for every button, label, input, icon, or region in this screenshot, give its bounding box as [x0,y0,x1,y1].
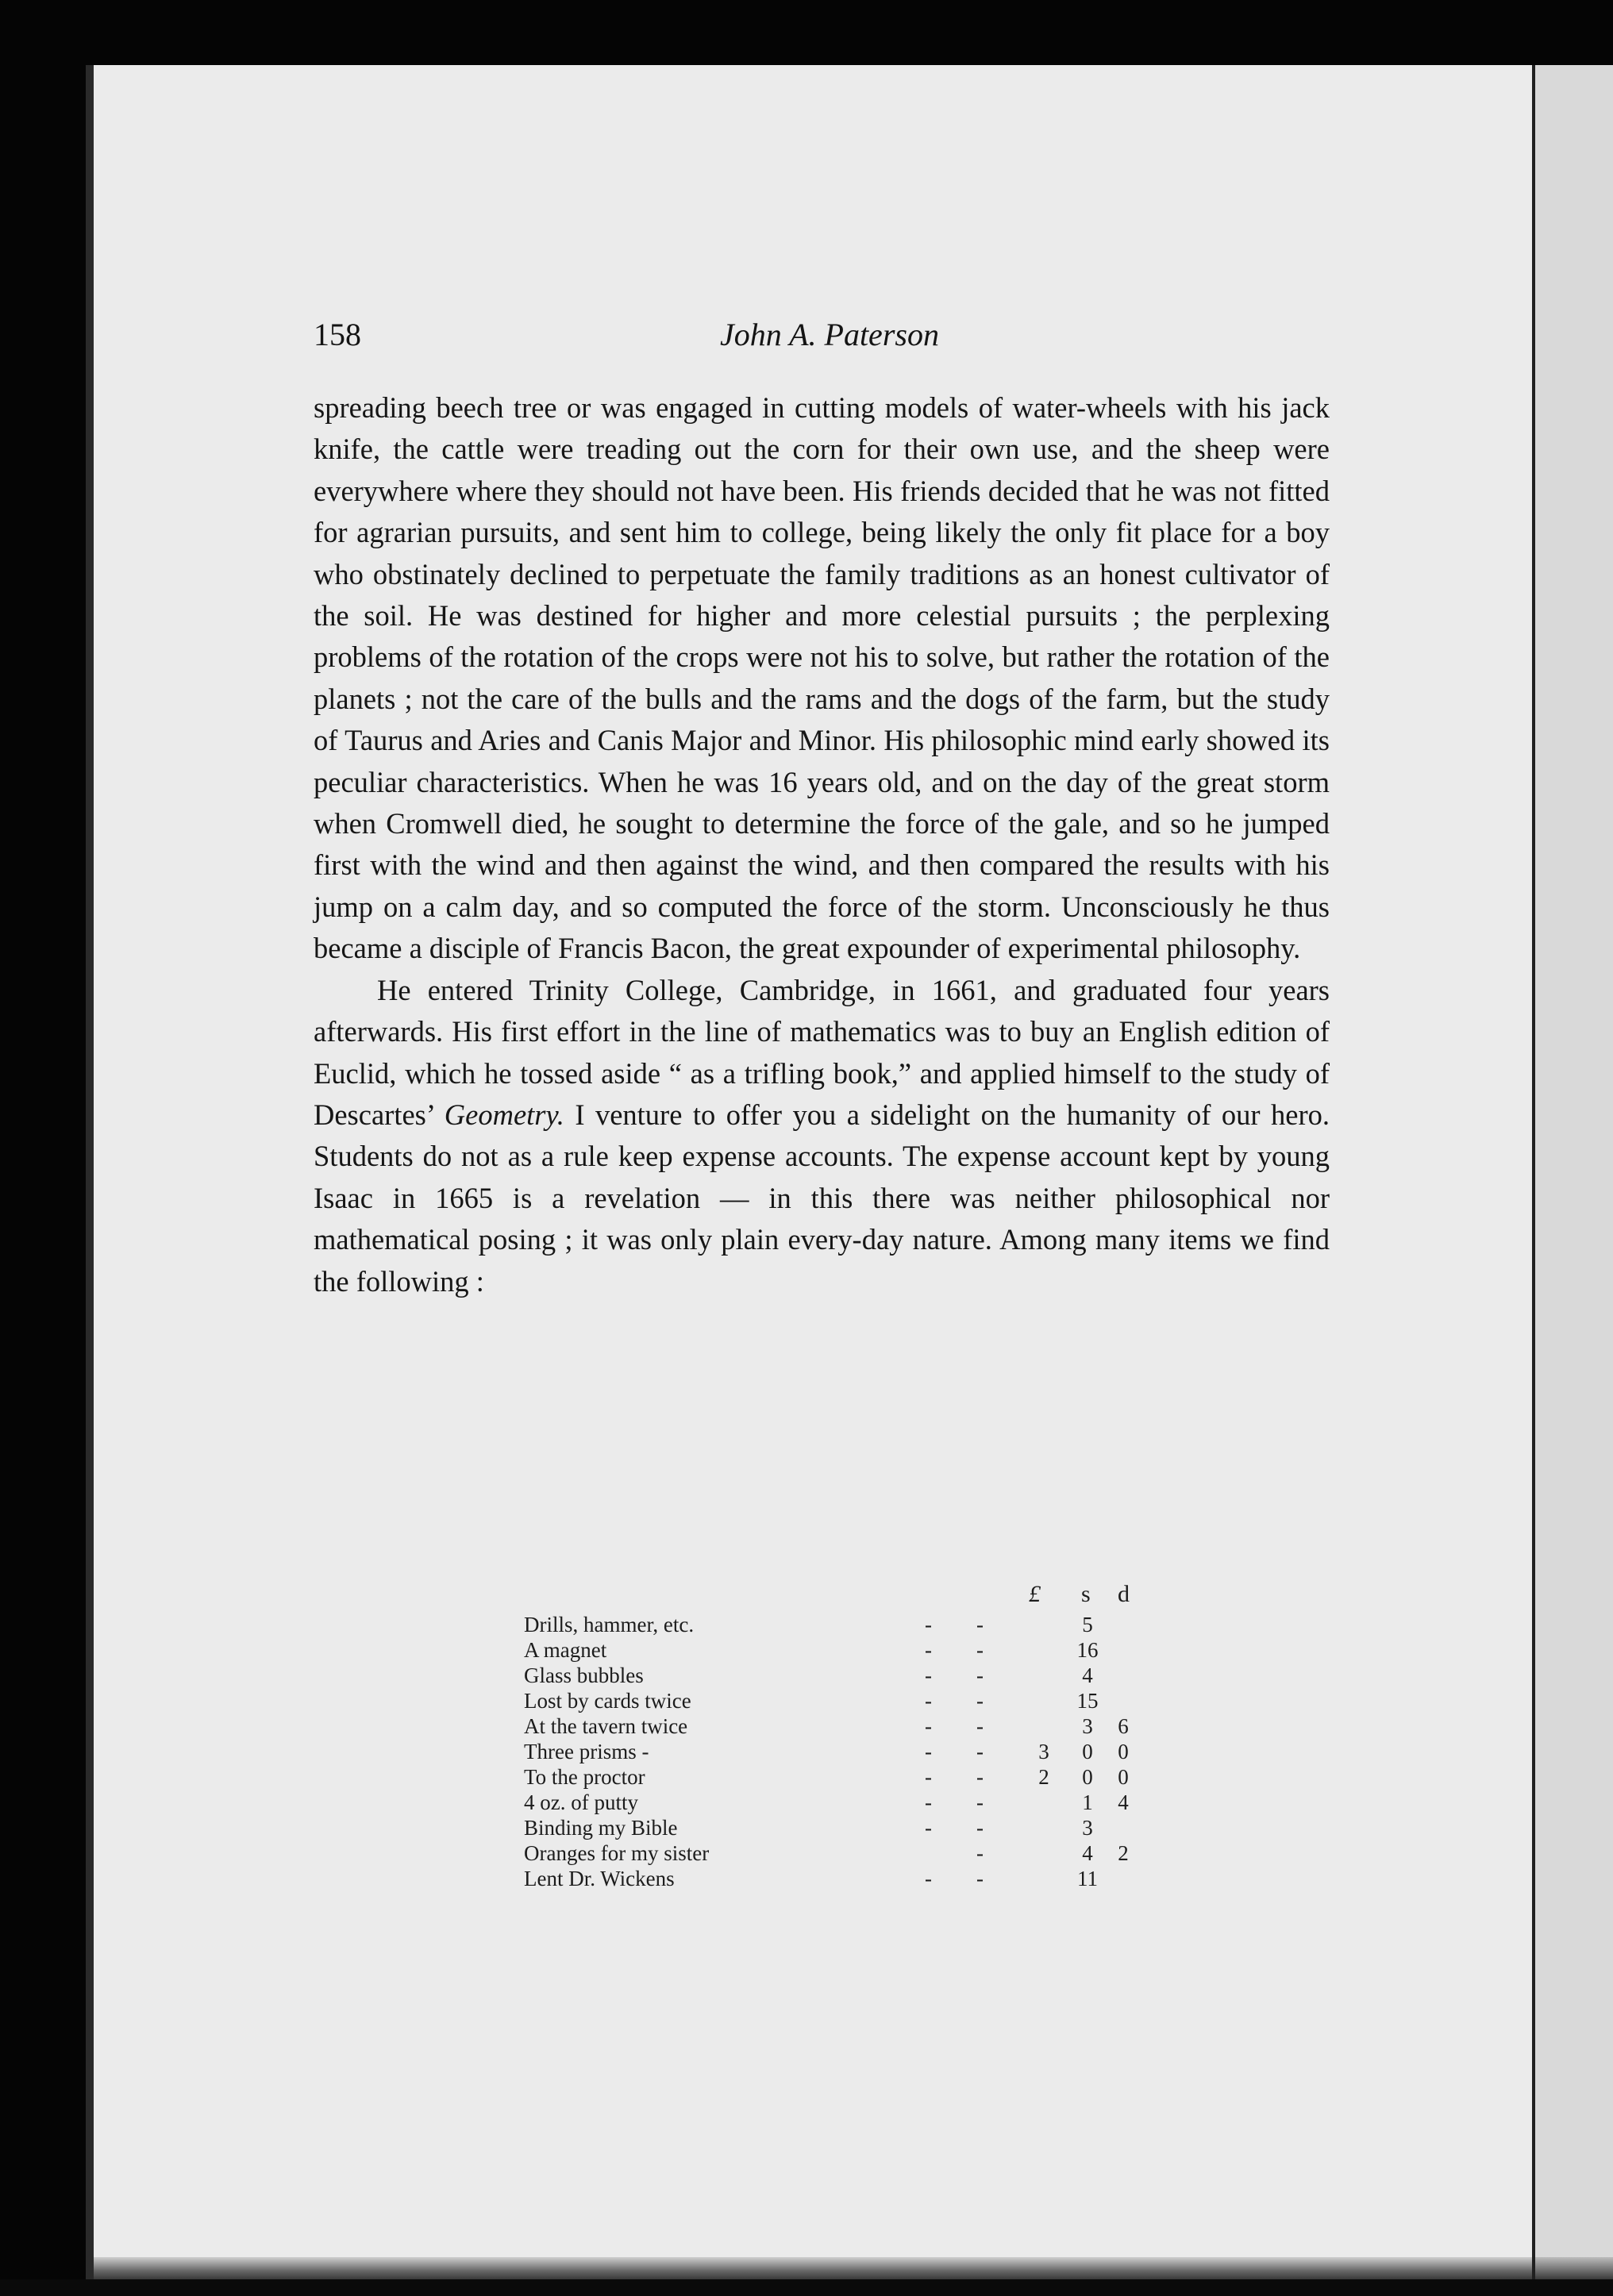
ledger-dash: - [976,1790,984,1814]
paragraph-2-text-a: He entered Trinity College, Cambridge, in 1661, and graduated four years afterwards. His first effort in the line of mathematics was to buy an English edition of Euclid, which he tossed aside “ as a trifling book,” and applied himself to the study of Descartes’ [314,973,1330,1131]
ledger-header-shillings: s [1081,1581,1091,1607]
ledger-dash: - [925,1867,932,1890]
ledger-item: Three prisms - [524,1740,649,1763]
ledger-row [524,1867,1159,1892]
scan-bottom-border [0,2279,1613,2296]
ledger-dash: - [925,1714,932,1738]
ledger-item: 4 oz. of putty [524,1790,638,1814]
ledger-pence: 0 [1118,1765,1129,1789]
body-text [314,387,1330,1302]
ledger-row [524,1765,1159,1790]
ledger-dash: - [925,1638,932,1662]
ledger-header-pounds: £ [1029,1581,1041,1607]
ledger-shillings: 3 [1082,1714,1093,1738]
ledger-row [524,1638,1159,1663]
ledger-dash: - [925,1790,932,1814]
ledger-dash: - [976,1714,984,1738]
ledger-item: Oranges for my sister [524,1841,710,1865]
ledger-dash: - [925,1663,932,1687]
ledger-item: Drills, hammer, etc. [524,1613,695,1636]
ledger-dash: - [976,1765,984,1789]
ledger-shillings: 4 [1082,1841,1093,1865]
ledger-row [524,1714,1159,1740]
ledger-pence: 4 [1118,1790,1129,1814]
page-number: 158 [314,317,361,352]
paragraph-2 [314,970,1330,1302]
ledger-dash: - [925,1613,932,1636]
ledger-pence: 6 [1118,1714,1129,1738]
ledger-pounds: 2 [1038,1765,1049,1789]
ledger-item: Lent Dr. Wickens [524,1867,675,1890]
ledger-shillings: 5 [1082,1613,1093,1636]
ledger-pounds: 3 [1038,1740,1049,1763]
ledger-dash: - [925,1740,932,1763]
ledger-dash: - [976,1867,984,1890]
ledger-shillings: 1 [1082,1790,1093,1814]
paragraph-2-text-b: I venture to offer you a sidelight on the humanity of our hero. Students do not as a rule keep expense accounts. The expense account kept by young Isaac in 1665 is a revelation — in this there was neither philosophical nor mathematical posing ; it was only plain every-day nature. Among many items we find the following : [314,1098,1330,1298]
ledger-dash: - [925,1765,932,1789]
ledger-item: At the tavern twice [524,1714,688,1738]
ledger-shillings: 16 [1076,1638,1099,1662]
facing-page-edge [1532,65,1613,2279]
ledger-row [524,1790,1159,1816]
ledger-dash: - [925,1816,932,1840]
ledger-row [524,1841,1159,1867]
ledger-row [524,1740,1159,1765]
ledger-item: Lost by cards twice [524,1689,691,1713]
ledger-shillings: 0 [1082,1740,1093,1763]
ledger-shillings: 3 [1082,1816,1093,1840]
ledger-row [524,1689,1159,1714]
ledger-dash: - [976,1841,984,1865]
ledger-shillings: 15 [1076,1689,1099,1713]
ledger-row [524,1663,1159,1689]
ledger-dash: - [925,1689,932,1713]
ledger-dash: - [976,1740,984,1763]
ledger-dash: - [976,1663,984,1687]
ledger-dash: - [976,1689,984,1713]
ledger-item: To the proctor [524,1765,645,1789]
ledger-dash: - [976,1816,984,1840]
page-header [314,316,1345,363]
ledger-shillings: 0 [1082,1765,1093,1789]
paragraph-1: spreading beech tree or was engaged in cutting models of water-wheels with his jack knife, the cattle were treading out the corn for their own use, and the sheep were everywhere where they should not have been. His friends decided that he was not fitted for agrarian pursuits, and sent him to college, being likely the only fit place for a boy who obstinately declined to perpetuate the family traditions as an honest cultivator of the soil. He was destined for higher and more celestial pursuits ; the perplexing problems of the rotation of the crops were not his to solve, but rather the rotation of the planets ; not the care of the bulls and the rams and the dogs of the farm, but the study of Taurus and Aries and Canis Major and Minor. His philosophic mind early showed its peculiar characteristics. When he was 16 years old, and on the day of the great storm when Cromwell died, he sought to determine the force of the gale, and so he jumped first with the wind and then against the wind, and then compared the results with his jump on a calm day, and so computed the force of the storm. Unconsciously he thus became a disciple of Francis Bacon, the great expounder of experimental philosophy. [314,391,1330,965]
ledger-row [524,1816,1159,1841]
ledger-pence: 0 [1118,1740,1129,1763]
ledger-item: Binding my Bible [524,1816,678,1840]
ledger-item: Glass bubbles [524,1663,644,1687]
ledger-row [524,1613,1159,1638]
geometry-title: Geometry. [444,1098,564,1131]
ledger-item: A magnet [524,1638,607,1662]
ledger-dash: - [976,1638,984,1662]
ledger-header-pence: d [1118,1581,1130,1607]
ledger-shillings: 4 [1082,1663,1093,1687]
ledger-shillings: 11 [1077,1867,1098,1890]
scan-top-border [0,0,1613,67]
ledger-dash: - [976,1613,984,1636]
running-head: John A. Paterson [720,317,939,352]
ledger-pence: 2 [1118,1841,1129,1865]
